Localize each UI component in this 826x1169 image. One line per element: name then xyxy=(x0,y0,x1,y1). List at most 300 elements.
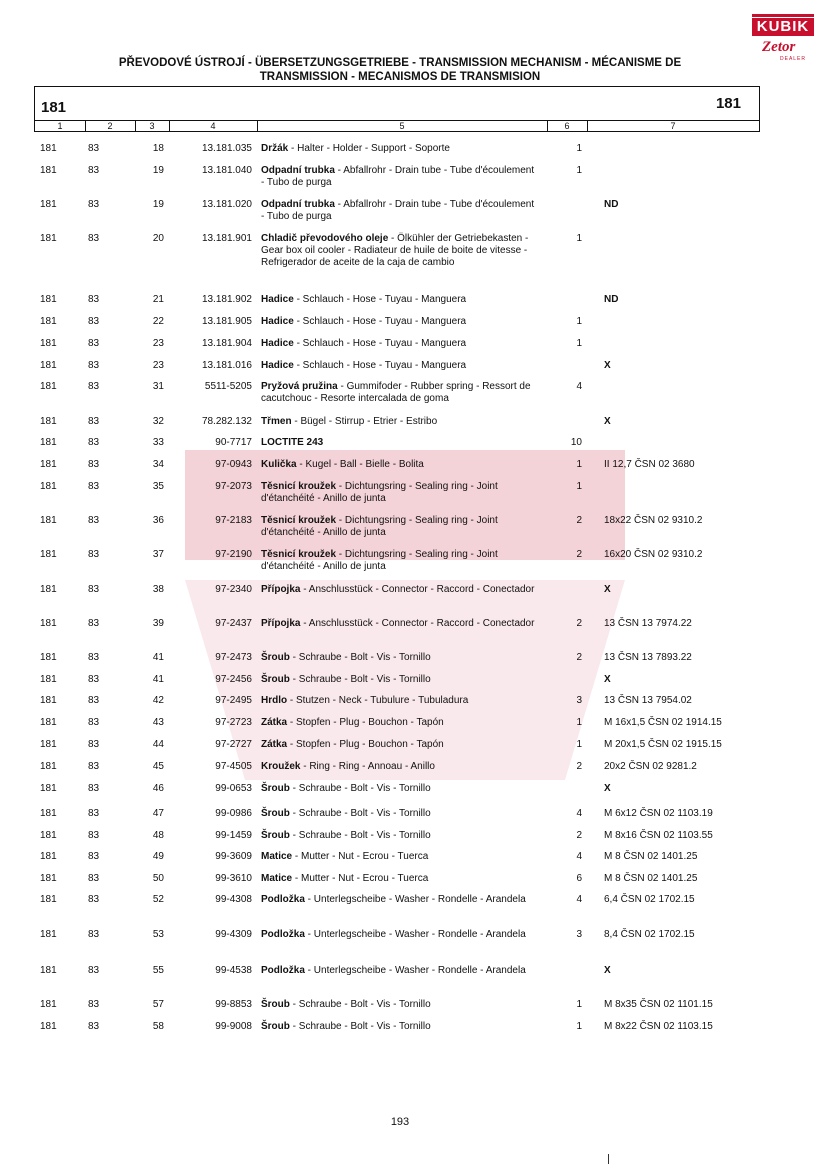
part-name: LOCTITE 243 xyxy=(261,437,324,448)
cell-part-number: 99-1459 xyxy=(215,830,252,841)
part-name: Chladič převodového oleje xyxy=(261,233,389,244)
part-name: Hadice xyxy=(261,294,294,305)
cell-description xyxy=(261,999,539,1011)
cell-position: 20 xyxy=(152,233,164,244)
cell-description xyxy=(261,618,539,630)
cell-group: 181 xyxy=(40,165,57,176)
cell-part-number: 13.181.905 xyxy=(201,316,252,327)
cell-position: 42 xyxy=(152,695,164,706)
cell-quantity: 2 xyxy=(576,761,582,772)
cell-description xyxy=(261,761,539,773)
title-line-1: PŘEVODOVÉ ÚSTROJÍ - ÜBERSETZUNGSGETRIEBE - TRANSMISSION MECHANISM - MÉCANISME DE xyxy=(118,57,682,69)
part-translations: - Unterlegscheibe - Washer - Rondelle - Arandela xyxy=(304,929,526,940)
cell-subgroup: 83 xyxy=(88,761,100,772)
part-name: Těsnicí kroužek xyxy=(261,549,337,560)
part-name: Přípojka xyxy=(261,584,301,595)
cell-part-number: 97-2495 xyxy=(215,695,252,706)
cell-group: 181 xyxy=(40,894,57,905)
cell-note: ND xyxy=(604,199,619,210)
cell-subgroup: 83 xyxy=(88,294,100,305)
cell-group: 181 xyxy=(40,459,57,470)
cell-note: 13 ČSN 13 7954.02 xyxy=(604,695,692,706)
cell-subgroup: 83 xyxy=(88,894,100,905)
cell-subgroup: 83 xyxy=(88,549,100,560)
cell-quantity: 1 xyxy=(576,143,582,154)
cell-subgroup: 83 xyxy=(88,739,100,750)
cell-description xyxy=(261,584,539,596)
cell-subgroup: 83 xyxy=(88,717,100,728)
cell-group: 181 xyxy=(40,515,57,526)
cell-description xyxy=(261,1021,539,1033)
part-name: Odpadní trubka xyxy=(261,165,335,176)
part-translations: - Stopfen - Plug - Bouchon - Tapón xyxy=(287,739,444,750)
cell-subgroup: 83 xyxy=(88,360,100,371)
cell-note: M 8x35 ČSN 02 1101.15 xyxy=(604,999,713,1010)
cell-subgroup: 83 xyxy=(88,830,100,841)
part-name: Kulička xyxy=(261,459,297,470)
cell-quantity: 1 xyxy=(576,481,582,492)
cell-subgroup: 83 xyxy=(88,873,100,884)
cell-position: 53 xyxy=(152,929,164,940)
cell-description xyxy=(261,695,539,707)
cell-subgroup: 83 xyxy=(88,381,100,392)
part-name: Šroub xyxy=(261,1021,290,1032)
cell-position: 49 xyxy=(152,851,164,862)
cell-quantity: 1 xyxy=(576,233,582,244)
cell-group: 181 xyxy=(40,294,57,305)
cell-subgroup: 83 xyxy=(88,437,100,448)
cell-description xyxy=(261,515,539,539)
cell-note: M 8 ČSN 02 1401.25 xyxy=(604,851,698,862)
cell-note: 6,4 ČSN 02 1702.15 xyxy=(604,894,695,905)
cell-description xyxy=(261,549,539,573)
cell-group: 181 xyxy=(40,381,57,392)
cell-position: 57 xyxy=(152,999,164,1010)
part-name: Třmen xyxy=(261,416,292,427)
cell-position: 55 xyxy=(152,965,164,976)
cell-position: 22 xyxy=(152,316,164,327)
cell-group: 181 xyxy=(40,652,57,663)
cell-subgroup: 83 xyxy=(88,233,100,244)
cell-position: 48 xyxy=(152,830,164,841)
cell-part-number: 13.181.901 xyxy=(201,233,252,244)
cell-subgroup: 83 xyxy=(88,652,100,663)
part-translations: - Kugel - Ball - Bielle - Bolita xyxy=(296,459,424,470)
part-name: Pryžová pružina xyxy=(261,381,338,392)
cell-subgroup: 83 xyxy=(88,674,100,685)
cell-position: 38 xyxy=(152,584,164,595)
cell-quantity: 2 xyxy=(576,515,582,526)
part-translations: - Unterlegscheibe - Washer - Rondelle - Arandela xyxy=(304,894,526,905)
cell-subgroup: 83 xyxy=(88,1021,100,1032)
cell-quantity: 3 xyxy=(576,695,582,706)
cell-group: 181 xyxy=(40,965,57,976)
cell-part-number: 97-2727 xyxy=(215,739,252,750)
logo-bar xyxy=(752,14,814,17)
group-number-right: 181 xyxy=(715,95,741,112)
part-translations: - Mutter - Nut - Ecrou - Tuerca xyxy=(292,873,429,884)
cell-part-number: 99-0986 xyxy=(215,808,252,819)
part-name: Podložka xyxy=(261,894,305,905)
kubik-zetor-logo xyxy=(752,12,814,66)
cell-subgroup: 83 xyxy=(88,965,100,976)
cell-note: X xyxy=(604,783,611,794)
column-number-header xyxy=(34,120,760,132)
cell-position: 58 xyxy=(152,1021,164,1032)
cell-quantity: 2 xyxy=(576,830,582,841)
cell-note: M 16x1,5 ČSN 02 1914.15 xyxy=(604,717,722,728)
cell-description xyxy=(261,830,539,842)
cell-position: 52 xyxy=(152,894,164,905)
cell-group: 181 xyxy=(40,338,57,349)
cell-description xyxy=(261,965,539,977)
cell-description xyxy=(261,717,539,729)
cell-subgroup: 83 xyxy=(88,416,100,427)
col-header-3: 3 xyxy=(135,121,170,131)
cell-position: 33 xyxy=(152,437,164,448)
cell-part-number: 97-2456 xyxy=(215,674,252,685)
cell-subgroup: 83 xyxy=(88,199,100,210)
cell-group: 181 xyxy=(40,1021,57,1032)
cell-description xyxy=(261,808,539,820)
cell-quantity: 3 xyxy=(576,929,582,940)
part-translations: - Schlauch - Hose - Tuyau - Manguera xyxy=(293,316,467,327)
cell-subgroup: 83 xyxy=(88,481,100,492)
cell-description xyxy=(261,783,539,795)
cell-subgroup: 83 xyxy=(88,999,100,1010)
cell-note: ND xyxy=(604,294,619,305)
cell-position: 21 xyxy=(152,294,164,305)
col-header-6: 6 xyxy=(547,121,588,131)
cell-part-number: 13.181.904 xyxy=(201,338,252,349)
part-translations: - Schraube - Bolt - Vis - Tornillo xyxy=(289,652,431,663)
cell-position: 44 xyxy=(152,739,164,750)
cell-position: 46 xyxy=(152,783,164,794)
part-name: Šroub xyxy=(261,830,290,841)
part-translations: - Stopfen - Plug - Bouchon - Tapón xyxy=(287,717,444,728)
cell-quantity: 4 xyxy=(576,851,582,862)
cell-part-number: 99-8853 xyxy=(215,999,252,1010)
cell-note: X xyxy=(604,360,611,371)
cell-group: 181 xyxy=(40,851,57,862)
part-translations: - Schraube - Bolt - Vis - Tornillo xyxy=(289,808,431,819)
part-name: Hadice xyxy=(261,360,294,371)
cell-part-number: 99-0653 xyxy=(215,783,252,794)
cell-group: 181 xyxy=(40,618,57,629)
cell-position: 19 xyxy=(152,165,164,176)
cell-position: 19 xyxy=(152,199,164,210)
cell-quantity: 1 xyxy=(576,739,582,750)
cell-description xyxy=(261,143,539,155)
cell-subgroup: 83 xyxy=(88,143,100,154)
cell-note: 16x20 ČSN 02 9310.2 xyxy=(604,549,703,560)
part-name: Hrdlo xyxy=(261,695,288,706)
part-translations: - Schlauch - Hose - Tuyau - Manguera xyxy=(293,338,467,349)
margin-mark xyxy=(608,1154,609,1164)
cell-part-number: 13.181.040 xyxy=(201,165,252,176)
cell-note: 13 ČSN 13 7893.22 xyxy=(604,652,692,663)
cell-subgroup: 83 xyxy=(88,338,100,349)
col-header-2: 2 xyxy=(85,121,136,131)
cell-note: X xyxy=(604,584,611,595)
part-name: Těsnicí kroužek xyxy=(261,515,337,526)
cell-part-number: 13.181.016 xyxy=(201,360,252,371)
cell-description xyxy=(261,416,539,428)
cell-subgroup: 83 xyxy=(88,808,100,819)
cell-description xyxy=(261,674,539,686)
cell-part-number: 97-2073 xyxy=(215,481,252,492)
cell-subgroup: 83 xyxy=(88,165,100,176)
cell-part-number: 97-4505 xyxy=(215,761,252,772)
cell-group: 181 xyxy=(40,416,57,427)
cell-position: 45 xyxy=(152,761,164,772)
cell-part-number: 78.282.132 xyxy=(201,416,252,427)
part-translations: - Anschlusstück - Connector - Raccord - Conectador xyxy=(300,618,535,629)
cell-subgroup: 83 xyxy=(88,618,100,629)
cell-position: 41 xyxy=(152,674,164,685)
cell-part-number: 5511-5205 xyxy=(204,381,252,392)
title-line-2: TRANSMISSION - MECANISMOS DE TRANSMISION xyxy=(259,71,541,83)
cell-note: X xyxy=(604,965,611,976)
cell-position: 35 xyxy=(152,481,164,492)
cell-group: 181 xyxy=(40,584,57,595)
cell-position: 31 xyxy=(152,381,164,392)
cell-description xyxy=(261,233,539,269)
cell-part-number: 97-2723 xyxy=(215,717,252,728)
cell-description xyxy=(261,459,539,471)
cell-group: 181 xyxy=(40,929,57,940)
cell-group: 181 xyxy=(40,783,57,794)
cell-part-number: 97-2183 xyxy=(215,515,252,526)
part-translations: - Abfallrohr - Drain tube - Tube d'écoulement - Tubo de purga xyxy=(261,199,535,222)
cell-description xyxy=(261,437,539,449)
cell-note: 20x2 ČSN 02 9281.2 xyxy=(604,761,697,772)
cell-part-number: 99-3609 xyxy=(215,851,252,862)
cell-quantity: 10 xyxy=(570,437,582,448)
cell-position: 32 xyxy=(152,416,164,427)
part-translations: - Schraube - Bolt - Vis - Tornillo xyxy=(289,830,431,841)
part-name: Hadice xyxy=(261,316,294,327)
cell-part-number: 13.181.902 xyxy=(201,294,252,305)
part-translations: - Schlauch - Hose - Tuyau - Manguera xyxy=(293,360,467,371)
part-name: Šroub xyxy=(261,783,290,794)
cell-note: X xyxy=(604,674,611,685)
col-header-4: 4 xyxy=(169,121,258,131)
part-name: Matice xyxy=(261,851,293,862)
cell-position: 23 xyxy=(152,360,164,371)
cell-group: 181 xyxy=(40,830,57,841)
part-translations: - Abfallrohr - Drain tube - Tube d'écoulement - Tubo de purga xyxy=(261,165,535,188)
cell-quantity: 6 xyxy=(576,873,582,884)
part-name: Přípojka xyxy=(261,618,301,629)
part-name: Hadice xyxy=(261,338,294,349)
page-number: 193 xyxy=(390,1116,410,1128)
part-translations: - Unterlegscheibe - Washer - Rondelle - Arandela xyxy=(304,965,526,976)
cell-position: 23 xyxy=(152,338,164,349)
cell-note: II 12,7 ČSN 02 3680 xyxy=(604,459,695,470)
cell-part-number: 97-2473 xyxy=(215,652,252,663)
part-translations: - Schlauch - Hose - Tuyau - Manguera xyxy=(293,294,467,305)
cell-quantity: 1 xyxy=(576,1021,582,1032)
cell-quantity: 1 xyxy=(576,717,582,728)
part-name: Matice xyxy=(261,873,293,884)
cell-position: 18 xyxy=(152,143,164,154)
cell-subgroup: 83 xyxy=(88,459,100,470)
part-name: Šroub xyxy=(261,652,290,663)
cell-description xyxy=(261,338,539,350)
cell-position: 50 xyxy=(152,873,164,884)
cell-group: 181 xyxy=(40,739,57,750)
cell-quantity: 4 xyxy=(576,808,582,819)
cell-position: 41 xyxy=(152,652,164,663)
cell-group: 181 xyxy=(40,549,57,560)
part-translations: - Bügel - Stirrup - Etrier - Estribo xyxy=(291,416,438,427)
part-translations: - Dichtungsring - Sealing ring - Joint d'étanchéité - Anillo de junta xyxy=(261,549,498,572)
part-translations: - Schraube - Bolt - Vis - Tornillo xyxy=(289,783,431,794)
cell-part-number: 13.181.035 xyxy=(201,143,252,154)
cell-subgroup: 83 xyxy=(88,584,100,595)
part-name: Šroub xyxy=(261,808,290,819)
cell-part-number: 99-4309 xyxy=(215,929,252,940)
cell-description xyxy=(261,894,539,906)
cell-part-number: 97-2437 xyxy=(215,618,252,629)
part-name: Šroub xyxy=(261,674,290,685)
cell-subgroup: 83 xyxy=(88,851,100,862)
cell-part-number: 13.181.020 xyxy=(201,199,252,210)
part-name: Šroub xyxy=(261,999,290,1010)
cell-subgroup: 83 xyxy=(88,929,100,940)
part-name: Podložka xyxy=(261,929,305,940)
cell-part-number: 99-4308 xyxy=(215,894,252,905)
col-header-5: 5 xyxy=(257,121,548,131)
cell-position: 43 xyxy=(152,717,164,728)
col-header-1: 1 xyxy=(35,121,86,131)
cell-group: 181 xyxy=(40,143,57,154)
cell-description xyxy=(261,165,539,189)
cell-quantity: 1 xyxy=(576,316,582,327)
cell-note: 13 ČSN 13 7974.22 xyxy=(604,618,692,629)
part-name: Kroužek xyxy=(261,761,301,772)
cell-group: 181 xyxy=(40,999,57,1010)
cell-part-number: 97-2190 xyxy=(215,549,252,560)
cell-group: 181 xyxy=(40,873,57,884)
page-title xyxy=(60,56,740,84)
cell-quantity: 4 xyxy=(576,894,582,905)
cell-note: M 8 ČSN 02 1401.25 xyxy=(604,873,698,884)
cell-group: 181 xyxy=(40,437,57,448)
cell-description xyxy=(261,294,539,306)
cell-quantity: 1 xyxy=(576,459,582,470)
cell-quantity: 2 xyxy=(576,549,582,560)
cell-group: 181 xyxy=(40,316,57,327)
cell-quantity: 1 xyxy=(576,165,582,176)
cell-description xyxy=(261,481,539,505)
cell-subgroup: 83 xyxy=(88,515,100,526)
cell-subgroup: 83 xyxy=(88,316,100,327)
cell-note: X xyxy=(604,416,611,427)
cell-quantity: 4 xyxy=(576,381,582,392)
cell-group: 181 xyxy=(40,360,57,371)
cell-subgroup: 83 xyxy=(88,783,100,794)
cell-part-number: 99-3610 xyxy=(215,873,252,884)
cell-description xyxy=(261,381,539,405)
cell-note: M 20x1,5 ČSN 02 1915.15 xyxy=(604,739,722,750)
logo-brand: KUBIK xyxy=(752,18,814,36)
part-translations: - Dichtungsring - Sealing ring - Joint d'étanchéité - Anillo de junta xyxy=(261,481,498,504)
cell-quantity: 2 xyxy=(576,618,582,629)
cell-position: 37 xyxy=(152,549,164,560)
part-translations: - Anschlusstück - Connector - Raccord - Conectador xyxy=(300,584,535,595)
cell-group: 181 xyxy=(40,199,57,210)
cell-quantity: 2 xyxy=(576,652,582,663)
cell-group: 181 xyxy=(40,674,57,685)
group-header xyxy=(34,86,760,120)
cell-position: 34 xyxy=(152,459,164,470)
cell-subgroup: 83 xyxy=(88,695,100,706)
part-name: Těsnicí kroužek xyxy=(261,481,337,492)
cell-description xyxy=(261,739,539,751)
cell-part-number: 90-7717 xyxy=(215,437,252,448)
logo-dealer: DEALER xyxy=(780,56,807,62)
cell-position: 36 xyxy=(152,515,164,526)
cell-group: 181 xyxy=(40,695,57,706)
part-translations: - Stutzen - Neck - Tubulure - Tubuladura xyxy=(287,695,469,706)
cell-group: 181 xyxy=(40,481,57,492)
col-header-7: 7 xyxy=(670,121,676,131)
cell-group: 181 xyxy=(40,808,57,819)
part-name: Zátka xyxy=(261,739,288,750)
cell-position: 39 xyxy=(152,618,164,629)
cell-note: M 6x12 ČSN 02 1103.19 xyxy=(604,808,713,819)
part-translations: - Dichtungsring - Sealing ring - Joint d'étanchéité - Anillo de junta xyxy=(261,515,498,538)
cell-note: 18x22 ČSN 02 9310.2 xyxy=(604,515,703,526)
part-name: Držák xyxy=(261,143,289,154)
cell-group: 181 xyxy=(40,761,57,772)
cell-quantity: 1 xyxy=(576,338,582,349)
cell-group: 181 xyxy=(40,233,57,244)
part-translations: - Gummifoder - Rubber spring - Ressort de cacutchouc - Resorte intercalada de goma xyxy=(261,381,531,404)
cell-note: 8,4 ČSN 02 1702.15 xyxy=(604,929,695,940)
part-name: Odpadní trubka xyxy=(261,199,335,210)
cell-description xyxy=(261,873,539,885)
cell-part-number: 97-2340 xyxy=(215,584,252,595)
cell-group: 181 xyxy=(40,717,57,728)
cell-description xyxy=(261,316,539,328)
part-translations: - Schraube - Bolt - Vis - Tornillo xyxy=(289,999,431,1010)
cell-position: 47 xyxy=(152,808,164,819)
part-translations: - Schraube - Bolt - Vis - Tornillo xyxy=(289,674,431,685)
cell-note: M 8x16 ČSN 02 1103.55 xyxy=(604,830,713,841)
part-translations: - Ring - Ring - Annoau - Anillo xyxy=(300,761,435,772)
cell-description xyxy=(261,929,539,941)
cell-note: M 8x22 ČSN 02 1103.15 xyxy=(604,1021,713,1032)
part-translations: - Ölkühler der Getriebekasten - Gear box oil cooler - Radiateur de huile de boite de vitesse - Refrigerador de aceite de la caja de cambio xyxy=(261,233,529,268)
part-translations: - Halter - Holder - Support - Soporte xyxy=(288,143,450,154)
cell-part-number: 97-0943 xyxy=(215,459,252,470)
part-name: Zátka xyxy=(261,717,288,728)
part-name: Podložka xyxy=(261,965,305,976)
part-translations: - Schraube - Bolt - Vis - Tornillo xyxy=(289,1021,431,1032)
cell-description xyxy=(261,851,539,863)
cell-part-number: 99-9008 xyxy=(215,1021,252,1032)
logo-sub: Zetor xyxy=(762,39,796,55)
cell-description xyxy=(261,199,539,223)
group-number-left: 181 xyxy=(41,99,67,116)
cell-part-number: 99-4538 xyxy=(215,965,252,976)
cell-description xyxy=(261,360,539,372)
cell-description xyxy=(261,652,539,664)
cell-quantity: 1 xyxy=(576,999,582,1010)
